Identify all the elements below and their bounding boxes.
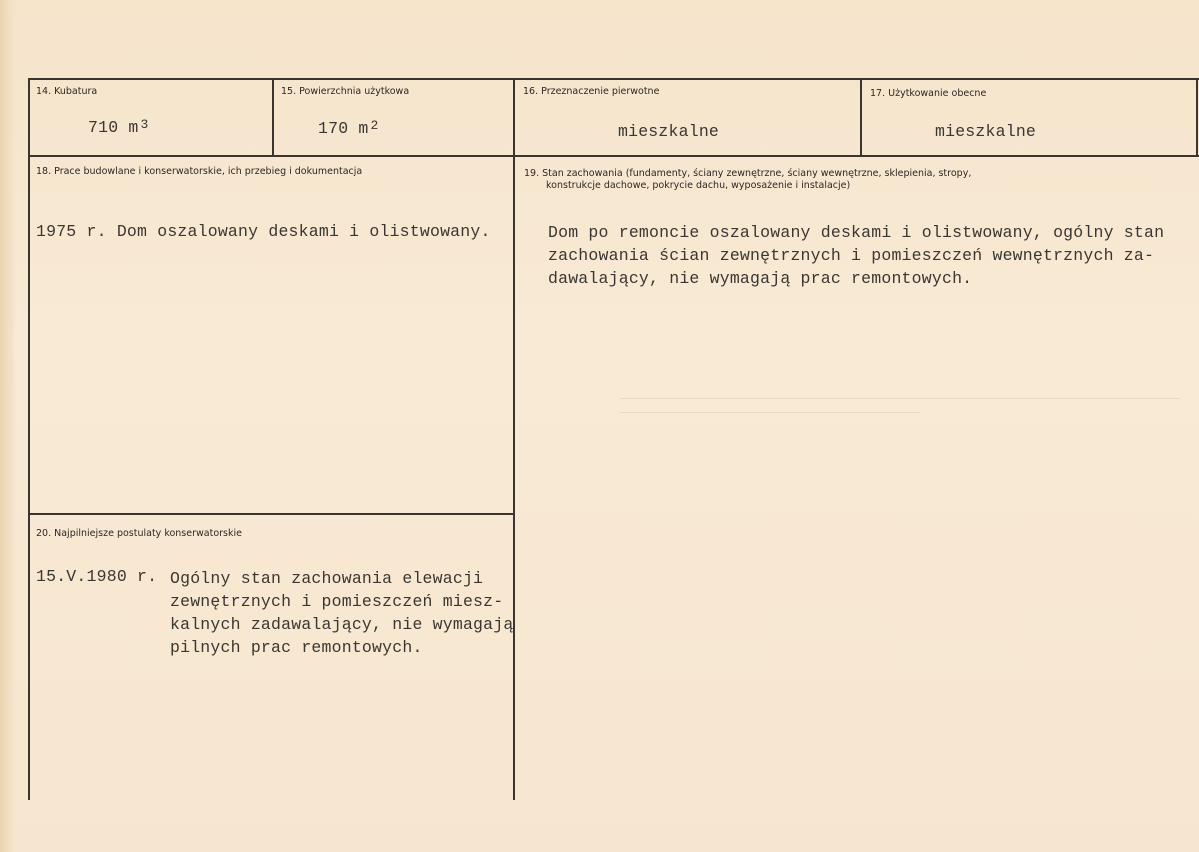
- row-rule-2: [28, 513, 513, 515]
- field-17-label: 17. Użytkowanie obecne: [870, 88, 987, 99]
- field-14-label: 14. Kubatura: [36, 86, 98, 97]
- field-16-value: mieszkalne: [618, 122, 720, 141]
- right-rule: [1196, 78, 1198, 155]
- field-19-text: [548, 221, 1164, 290]
- field-15-value: [318, 119, 379, 138]
- field-17-value: mieszkalne: [935, 122, 1037, 141]
- text-line: pilnych prac remontowych.: [170, 638, 423, 657]
- text-line: kalnych zadawalający, nie wymagają: [170, 615, 514, 634]
- text-line: zewnętrznych i pomieszczeń miesz-: [170, 592, 504, 611]
- col-rule-3: [860, 78, 862, 155]
- field-14-value: [88, 118, 149, 137]
- kubatura-value: 710 m: [88, 118, 139, 137]
- kubatura-exponent: 3: [140, 117, 149, 132]
- show-through-mark: [620, 398, 1180, 399]
- show-through-mark: [620, 412, 920, 413]
- text-line: Dom po remoncie oszalowany deskami i olistwowany, ogólny stan: [548, 223, 1165, 242]
- powierzchnia-exponent: 2: [370, 118, 379, 133]
- col-rule-1: [272, 78, 274, 155]
- text-line: Ogólny stan zachowania elewacji: [170, 569, 484, 588]
- field-15-label: 15. Powierzchnia użytkowa: [281, 86, 410, 97]
- text-line: dawalający, nie wymagają prac remontowych.: [548, 269, 973, 288]
- field-20-text: [170, 567, 513, 659]
- field-20-label: 20. Najpilniejsze postulaty konserwatorskie: [36, 528, 242, 539]
- col-rule-2: [513, 78, 515, 800]
- field-18-label: 18. Prace budowlane i konserwatorskie, ich przebieg i dokumentacja: [36, 166, 363, 177]
- powierzchnia-value: 170 m: [318, 119, 369, 138]
- field-20-date: 15.V.1980 r.: [36, 567, 158, 586]
- field-19-label-line2: konstrukcje dachowe, pokrycie dachu, wyposażenie i instalacje): [546, 180, 851, 191]
- paper-edge: [0, 0, 16, 852]
- row-rule-1: [28, 155, 1199, 157]
- field-19-label-line1: 19. Stan zachowania (fundamenty, ściany zewnętrzne, ściany wewnętrzne, sklepienia, stropy,: [524, 168, 972, 179]
- field-16-label: 16. Przeznaczenie pierwotne: [523, 86, 660, 97]
- top-rule: [28, 78, 1199, 80]
- field-18-value: 1975 r. Dom oszalowany deskami i olistwowany.: [36, 222, 491, 241]
- text-line: zachowania ścian zewnętrznych i pomieszczeń wewnętrznych za-: [548, 246, 1155, 265]
- left-rule: [28, 78, 30, 800]
